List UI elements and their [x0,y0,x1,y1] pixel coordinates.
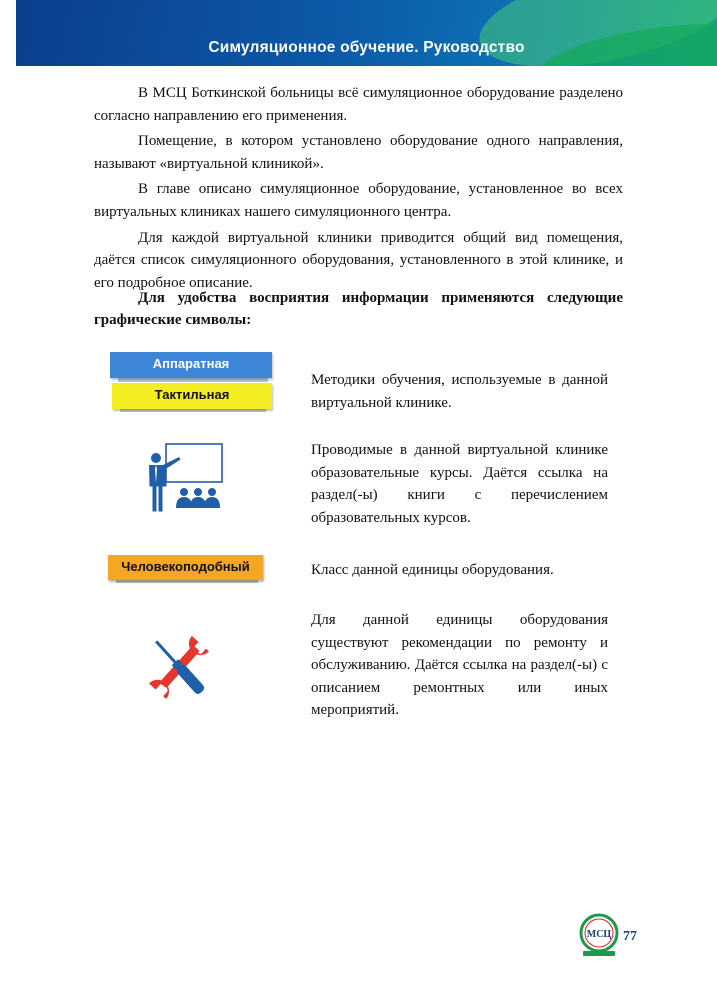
paragraph: Для каждой виртуальной клиники приводится общий вид помещения, даётся список симуляционного оборудования, установленного в этой клинике, и его подробное описание. [94,229,623,291]
msc-logo [578,913,620,959]
label-apparatnaya: Аппаратная [110,352,272,378]
legend-methods-text: Методики обучения, используемые в данной виртуальной клинике. [311,372,608,411]
legend-class-text: Класс данной единицы оборудования. [311,562,554,578]
page-header [16,0,717,66]
legend-intro: Для удобства восприятия информации применяются следующие графические символы: [94,290,623,328]
logo-text: МСЦ [586,929,612,940]
wrench-screwdriver-icon [144,634,216,700]
legend-repair-text: Для данной единицы оборудования существуют рекомендации по ремонту и обслуживанию. Даётся ссылка на раздел(-ы) с описанием ремонтных или иных мероприятий. [311,612,608,719]
header-title: Симуляционное обучение. Руководство [208,39,525,56]
teacher-presentation-icon [146,442,226,514]
paragraph: Помещение, в котором установлено оборудование одного направления, называют «виртуальной клиникой». [94,133,623,172]
label-chelovekopodobny: Человекоподобный [108,555,263,580]
label-taktilnaya: Тактильная [112,383,272,409]
body-text [94,82,623,297]
paragraph: В главе описано симуляционное оборудование, установленное во всех виртуальных клиниках нашего симуляционного центра. [94,181,623,220]
page-number: 77 [623,929,637,944]
paragraph: В МСЦ Боткинской больницы всё симуляционное оборудование разделено согласно направлению его применения. [94,85,623,124]
legend-courses-text: Проводимые в данной виртуальной клинике образовательные курсы. Даётся ссылка на раздел(-ы) книги с перечислением образовательных курсов. [311,442,608,526]
